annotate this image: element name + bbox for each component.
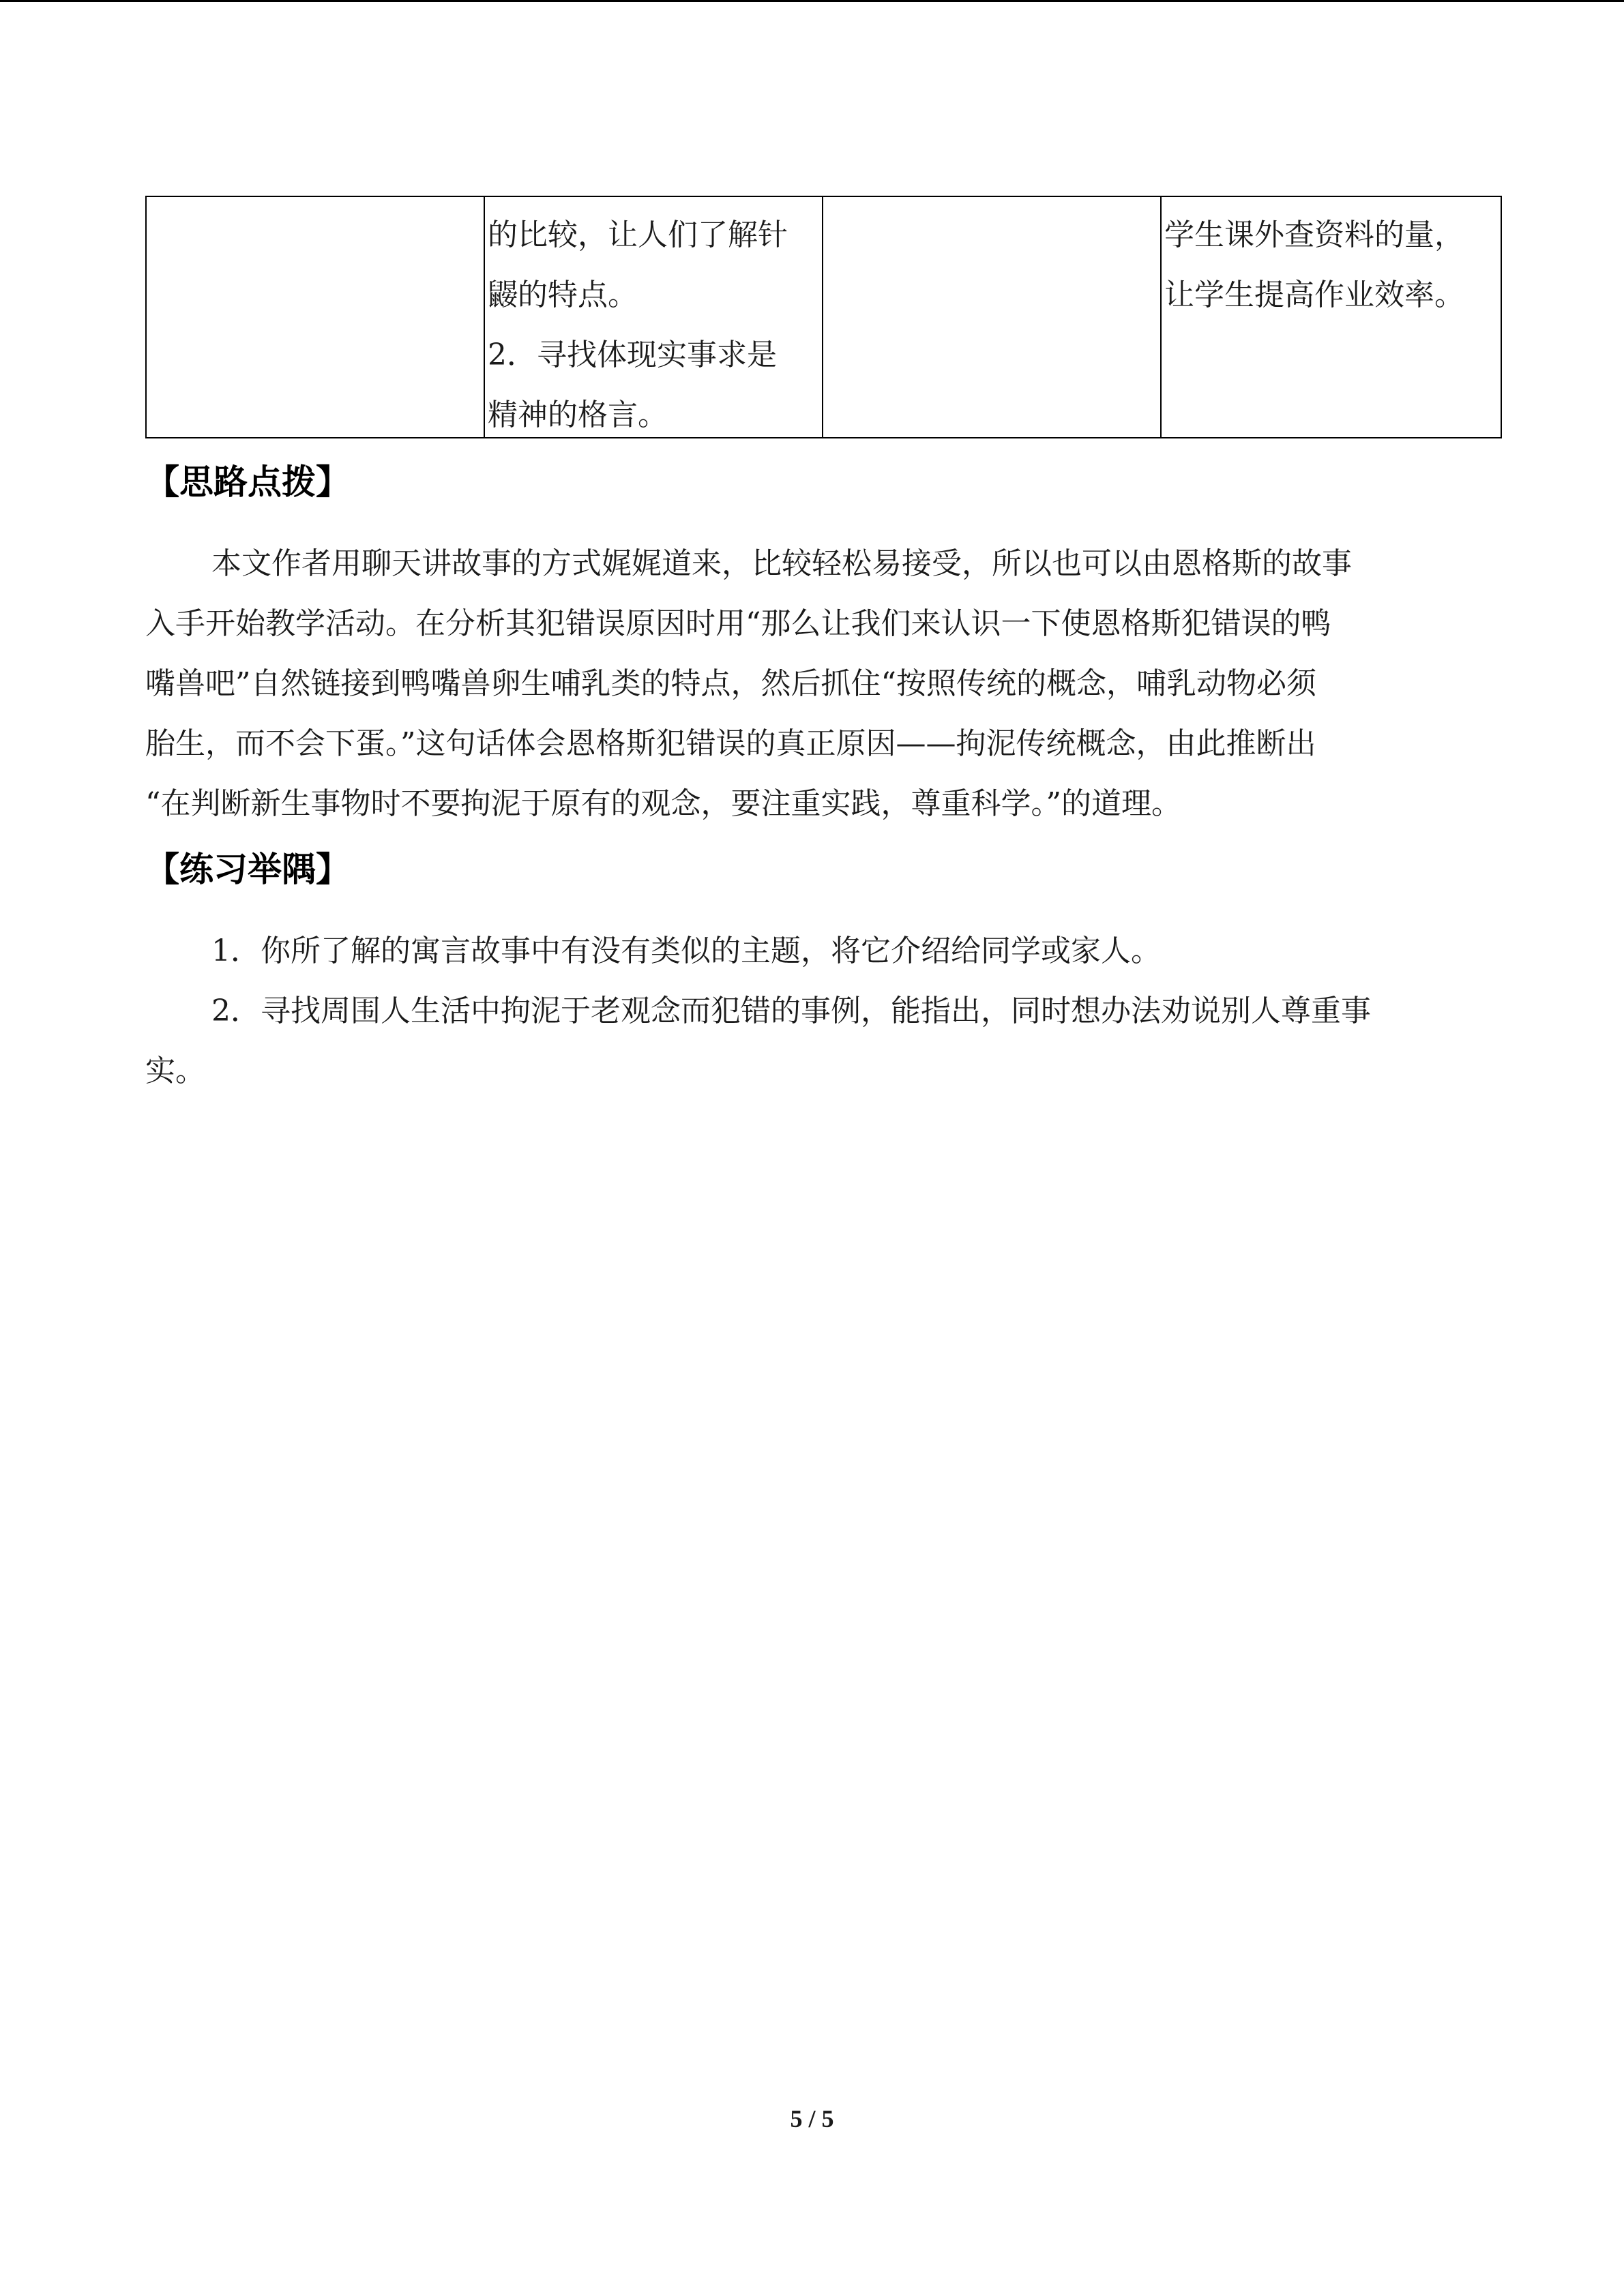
cell-text-line: 鼹的特点。 [488,278,638,312]
continued-lesson-table [145,196,1502,438]
cell-text-line: 2．寻找体现实事求是 [488,338,777,372]
table-cell-col1 [146,196,484,438]
cell-text-line: 的比较，让人们了解针 [488,218,788,252]
top-border-line [0,0,1624,2]
table-cell-col2 [484,196,823,438]
paragraph-line: 嘴兽吧”自然链接到鸭嘴兽卵生哺乳类的特点，然后抓住“按照传统的概念，哺乳动物必须 [145,666,1316,701]
cell-text-line: 让学生提高作业效率。 [1164,278,1464,312]
page-number: 5 / 5 [790,2105,834,2132]
exercise-item: 1．你所了解的寓言故事中有没有类似的主题，将它介绍给同学或家人。 [211,934,1161,968]
section-heading-thinking: 【思路点拨】 [145,462,350,502]
section-heading-exercises: 【练习举隅】 [145,850,350,889]
table-cell-col3 [823,196,1161,438]
table-cell-col4 [1161,196,1501,438]
exercise-item-continuation: 实。 [145,1054,205,1088]
exercise-item: 2．寻找周围人生活中拘泥于老观念而犯错的事例，能指出，同时想办法劝说别人尊重事 [211,994,1371,1028]
paragraph-line: 本文作者用聊天讲故事的方式娓娓道来，比较轻松易接受，所以也可以由恩格斯的故事 [211,546,1352,581]
table-row [146,196,1501,438]
paragraph-line: 入手开始教学活动。在分析其犯错误原因时用“那么让我们来认识一下使恩格斯犯错误的鸭 [145,606,1331,641]
cell-text-line: 精神的格言。 [488,398,668,429]
cell-text-line: 学生课外查资料的量， [1164,218,1464,252]
paragraph-line: “在判断新生事物时不要拘泥于原有的观念，要注重实践，尊重科学。”的道理。 [145,786,1181,821]
paragraph-line: 胎生，而不会下蛋。”这句话体会恩格斯犯错误的真正原因——拘泥传统概念，由此推断出 [145,726,1316,761]
